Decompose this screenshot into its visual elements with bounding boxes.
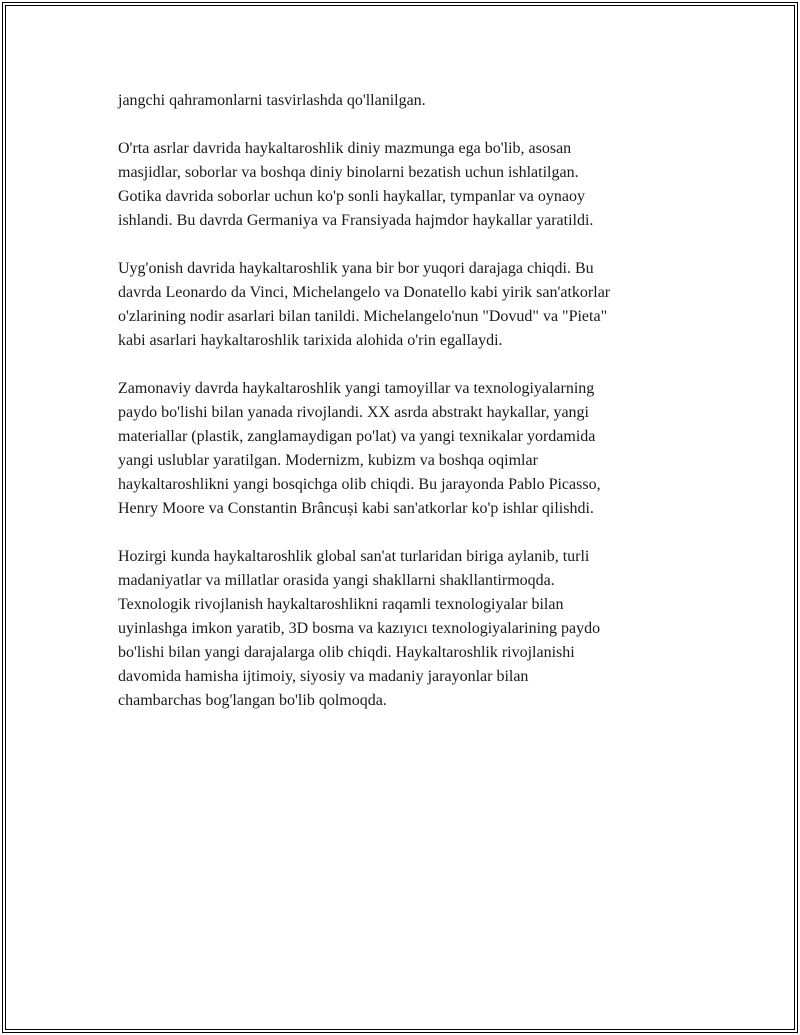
paragraph-renaissance: Uyg'onish davrida haykaltaroshlik yana bir bor yuqori darajaga chiqdi. Bu davrda Leonardo da Vinci, Michelangelo va Donatello kabi yirik san'atkorlar o'zlarining nodir asarlari bilan tanildi. Michelangelo'nun "Dovud" va "Pieta" kabi asarlari haykaltaroshlik tarixida alohida o'rin egallaydi. [118, 260, 611, 349]
paragraph-continuation: jangchi qahramonlarni tasvirlashda qo'llanilgan. [118, 92, 426, 109]
document-body [118, 89, 688, 737]
paragraph-present-day: Hozirgi kunda haykaltaroshlik global san'at turlaridan biriga aylanib, turli madaniyatlar va millatlar orasida yangi shakllarni shakllantirmoqda. Texnologik rivojlanish haykaltaroshlikni raqamli texnologiyalar bilan uyinlashga imkon yaratib, 3D bosma va kazıyıcı texnologiyalarining paydo bo'lishi bilan yangi darajalarga olib chiqdi. Haykaltaroshlik rivojlanishi davomida hamisha ijtimoiy, siyosiy va madaniy jarayonlar bilan chambarchas bog'langan bo'lib qolmoqda. [118, 548, 601, 709]
paragraph-middle-ages: O'rta asrlar davrida haykaltaroshlik diniy mazmunga ega bo'lib, asosan masjidlar, soborlar va boshqa diniy binolarni bezatish uchun ishlatilgan. Gotika davrida soborlar uchun ko'p sonli haykallar, tympanlar va oynaoy ishlandi. Bu davrda Germaniya va Fransiyada hajmdor haykallar yaratildi. [118, 140, 594, 229]
paragraph-modern-era: Zamonaviy davrda haykaltaroshlik yangi tamoyillar va texnologiyalarning paydo bo'lishi bilan yanada rivojlandi. XX asrda abstrakt haykallar, yangi materiallar (plastik, zanglamaydigan po'lat) va yangi texnikalar yordamida yangi uslublar yaratilgan. Modernizm, kubizm va boshqa oqimlar haykaltaroshlikni yangi bosqichga olib chiqdi. Bu jarayonda Pablo Picasso, Henry Moore va Constantin Brâncuși kabi san'atkorlar ko'p ishlar qilishdi. [118, 380, 601, 517]
